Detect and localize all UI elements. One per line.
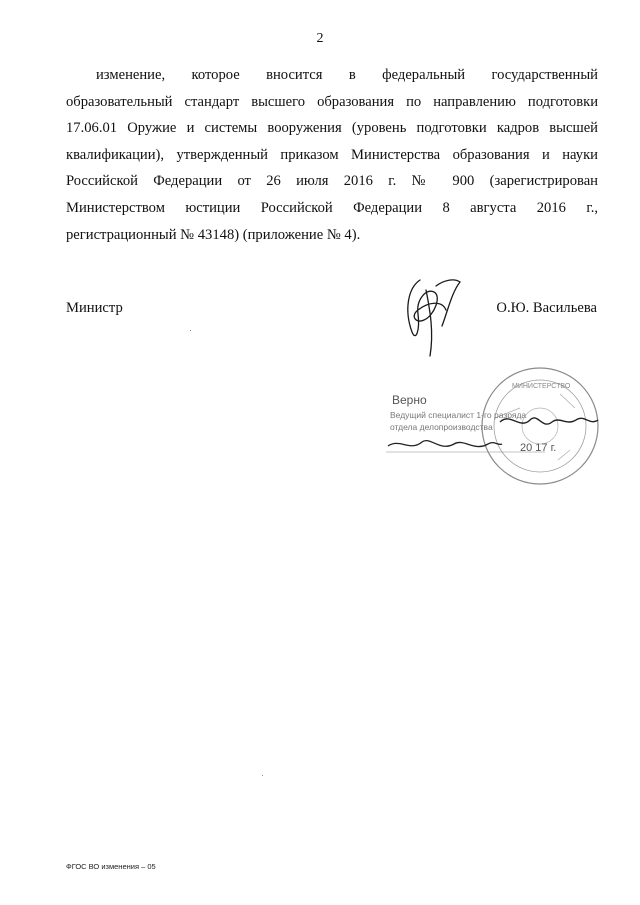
scan-speck <box>262 775 263 776</box>
footer-code: ФГОС ВО изменения – 05 <box>66 862 156 871</box>
minister-title: Министр <box>66 300 123 316</box>
body-line: Российской Федерации от 26 июля 2016 г. № 900 (зарегистрирован <box>66 173 598 190</box>
body-line: Министерством юстиции Российской Федерации 8 августа 2016 г., <box>66 199 598 216</box>
svg-text:МИНИСТЕРСТВО: МИНИСТЕРСТВО <box>512 383 571 390</box>
certification-verno: Верно <box>392 393 427 407</box>
scan-speck <box>190 330 191 331</box>
body-line: образовательный стандарт высшего образования по направлению подготовки <box>66 93 598 110</box>
body-line: квалификации), утвержденный приказом Министерства образования и науки <box>66 146 598 163</box>
body-line: изменение, которое вносится в федеральный государственный <box>96 67 598 83</box>
minister-signature <box>390 270 470 360</box>
minister-name: О.Ю. Васильева <box>496 300 597 316</box>
certification-position: Ведущий специалист 1-го разряда <box>390 410 527 420</box>
certification-year: 20 17 г. <box>520 442 557 454</box>
certification-stamp <box>370 360 610 500</box>
body-line: регистрационный № 43148) (приложение № 4). <box>66 226 361 243</box>
page-number: 2 <box>316 31 324 46</box>
certification-department: отдела делопроизводства <box>390 422 493 432</box>
document-body <box>66 62 598 248</box>
body-line: 17.06.01 Оружие и системы вооружения (уровень подготовки кадров высшей <box>66 120 598 137</box>
